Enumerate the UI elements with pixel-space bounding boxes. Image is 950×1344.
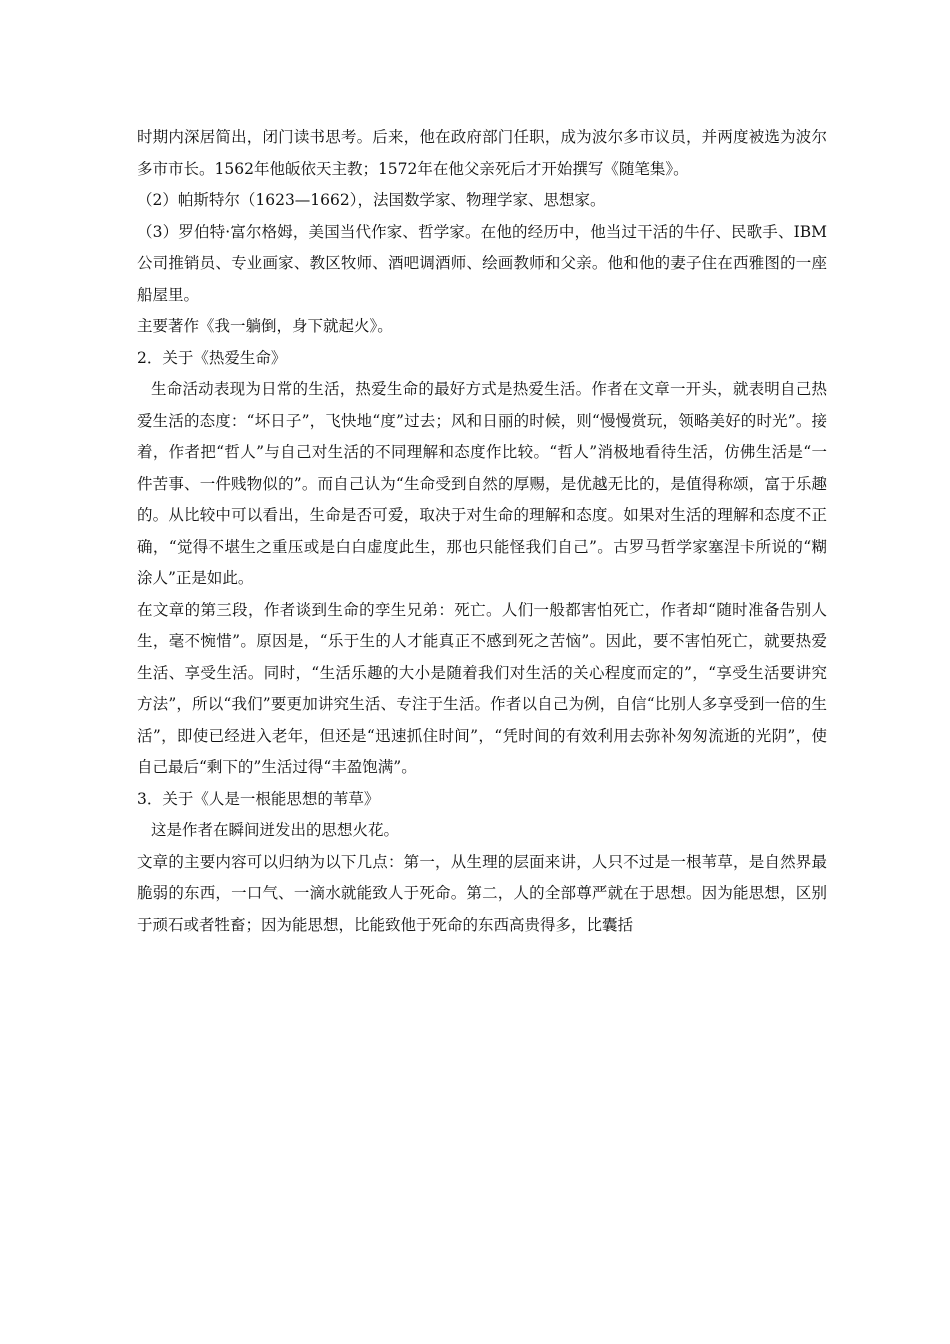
paragraph-love-life-2: 在文章的第三段，作者谈到生命的孪生兄弟：死亡。人们一般都害怕死亡，作者却“随时准备告别人生，毫不惋惜”。原因是，“乐于生的人才能真正不感到死之苦恼”。因此，要不害怕死亡，就要热爱生活、享受生活。同时，“生活乐趣的大小是随着我们对生活的关心程度而定的”，“享受生活要讲究方法”，所以“我们”要更加讲究生活、专注于生活。作者以自己为例，自信“比别人多享受到一倍的生活”，即使已经进入老年，但还是“迅速抓住时间”，“凭时间的有效利用去弥补匆匆流逝的光阴”，使自己最后“剩下的”生活过得“丰盈饱满”。 — [137, 600, 827, 776]
document-body — [137, 122, 827, 941]
paragraph-pascal-note: （2）帕斯特尔（1623—1662），法国数学家、物理学家、思想家。 — [137, 191, 606, 209]
paragraph-main-works: 主要著作《我一躺倒，身下就起火》。 — [137, 317, 393, 335]
section-heading-thinking-reed: 3．关于《人是一根能思想的苇草》 — [137, 789, 380, 808]
paragraph-love-life-1: 生命活动表现为日常的生活，热爱生命的最好方式是热爱生活。作者在文章一开头，就表明自己热爱生活的态度：“坏日子”，飞快地“度”过去；风和日丽的时候，则“慢慢赏玩，领略美好的时光”。接着，作者把“哲人”与自己对生活的不同理解和态度作比较。“哲人”消极地看待生活，仿佛生活是“一件苦事、一件贱物似的”。而自己认为“生命受到自然的厚赐，是优越无比的，是值得称颂，富于乐趣的。从比较中可以看出，生命是否可爱，取决于对生命的理解和态度。如果对生活的理解和态度不正确，“觉得不堪生之重压或是白白虚度此生，那也只能怪我们自己”。古罗马哲学家塞涅卡所说的“糊涂人”正是如此。 — [137, 380, 827, 587]
section-heading-love-life: 2．关于《热爱生命》 — [137, 348, 287, 367]
paragraph-fulghum-note: （3）罗伯特·富尔格姆，美国当代作家、哲学家。在他的经历中，他当过干活的牛仔、民歌手、IBM公司推销员、专业画家、教区牧师、酒吧调酒师、绘画教师和父亲。他和他的妻子住在西雅图的一座船屋里。 — [137, 222, 827, 304]
paragraph-thinking-reed-summary: 文章的主要内容可以归纳为以下几点：第一，从生理的层面来讲，人只不过是一根苇草，是自然界最脆弱的东西，一口气、一滴水就能致人于死命。第二，人的全部尊严就在于思想。因为能思想，区别于顽石或者牲畜；因为能思想，比能致他于死命的东西高贵得多，比囊括 — [137, 852, 827, 934]
paragraph-thinking-reed-intro: 这是作者在瞬间迸发出的思想火花。 — [151, 821, 400, 839]
paragraph-montaigne-bio: 时期内深居简出，闭门读书思考。后来，他在政府部门任职，成为波尔多市议员，并两度被选为波尔多市市长。1562年他皈依天主教；1572年在他父亲死后才开始撰写《随笔集》。 — [137, 128, 827, 178]
